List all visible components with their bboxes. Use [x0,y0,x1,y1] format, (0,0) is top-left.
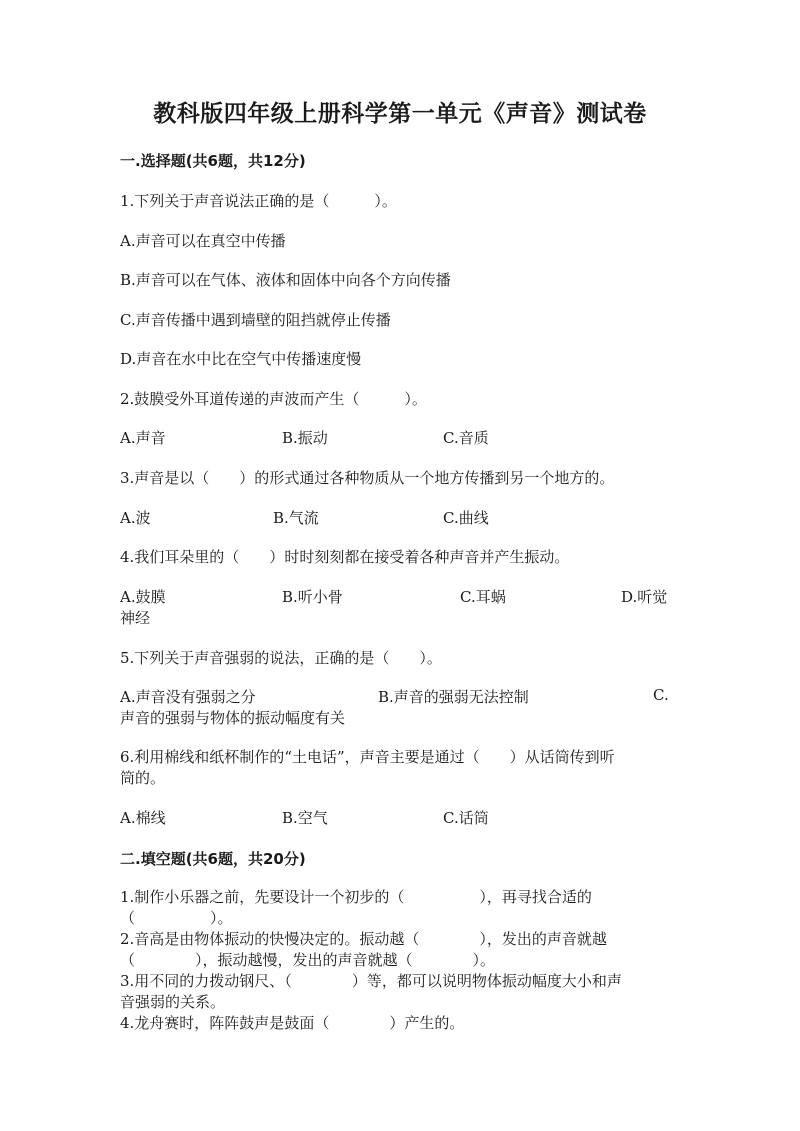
question-4-option-d: D.听觉 [621,588,668,606]
fill-line-1: 1.制作小乐器之前，先要设计一个初步的（ ），再寻找合适的 [120,888,592,906]
question-1-option-c: C.声音传播中遇到墙壁的阻挡就停止传播 [120,311,391,329]
question-3-option-b: B.气流 [273,509,319,527]
section-heading-fill: 二.填空题(共6题，共20分) [120,850,306,868]
question-5-option-c: C. [653,686,669,704]
fill-line-4: （ ），振动越慢，发出的声音就越（ ）。 [120,951,496,969]
question-2-option-c: C.音质 [443,429,489,447]
question-4-option-b: B.听小骨 [282,588,343,606]
question-4-option-a: A.鼓膜 [120,588,166,606]
question-6-option-c: C.话筒 [443,809,489,827]
question-2-stem: 2.鼓膜受外耳道传递的声波而产生（ ）。 [120,390,427,408]
question-5-option-c-wrap: 声音的强弱与物体的振动幅度有关 [120,709,346,727]
question-5-option-b: B.声音的强弱无法控制 [378,688,529,706]
fill-line-7: 4.龙舟赛时，阵阵鼓声是鼓面（ ）产生的。 [120,1014,465,1032]
section-heading-choice: 一.选择题(共6题，共12分) [120,152,306,170]
question-1-option-a: A.声音可以在真空中传播 [120,232,286,250]
question-1-option-d: D.声音在水中比在空气中传播速度慢 [120,350,362,368]
question-2-option-b: B.振动 [282,429,328,447]
question-5-stem: 5.下列关于声音强弱的说法，正确的是（ ）。 [120,649,442,667]
question-6-option-a: A.棉线 [120,809,166,827]
question-5-option-a: A.声音没有强弱之分 [120,688,256,706]
question-6-option-b: B.空气 [282,809,328,827]
fill-line-5: 3.用不同的力拨动钢尺、（ ）等，都可以说明物体振动幅度大小和声 [120,972,622,990]
page-title: 教科版四年级上册科学第一单元《声音》测试卷 [153,101,647,127]
fill-line-6: 音强弱的关系。 [120,993,226,1011]
question-4-option-c: C.耳蜗 [460,588,506,606]
question-1-stem: 1.下列关于声音说法正确的是（ ）。 [120,192,397,210]
question-4-stem: 4.我们耳朵里的（ ）时时刻刻都在接受着各种声音并产生振动。 [120,548,570,566]
question-4-option-d-wrap: 神经 [120,609,151,627]
question-6-stem-line-2: 筒的。 [120,769,166,787]
fill-line-2: （ ）。 [120,909,233,927]
question-6-stem-line-1: 6.利用棉线和纸杯制作的“土电话”，声音主要是通过（ ）从话筒传到听 [120,748,615,766]
question-2-option-a: A.声音 [120,429,166,447]
question-3-option-a: A.波 [120,509,151,527]
question-3-stem: 3.声音是以（ ）的形式通过各种物质从一个地方传播到另一个地方的。 [120,469,615,487]
fill-line-3: 2.音高是由物体振动的快慢决定的。振动越（ ），发出的声音就越 [120,930,607,948]
question-3-option-c: C.曲线 [443,509,489,527]
question-1-option-b: B.声音可以在气体、液体和固体中向各个方向传播 [120,271,451,289]
